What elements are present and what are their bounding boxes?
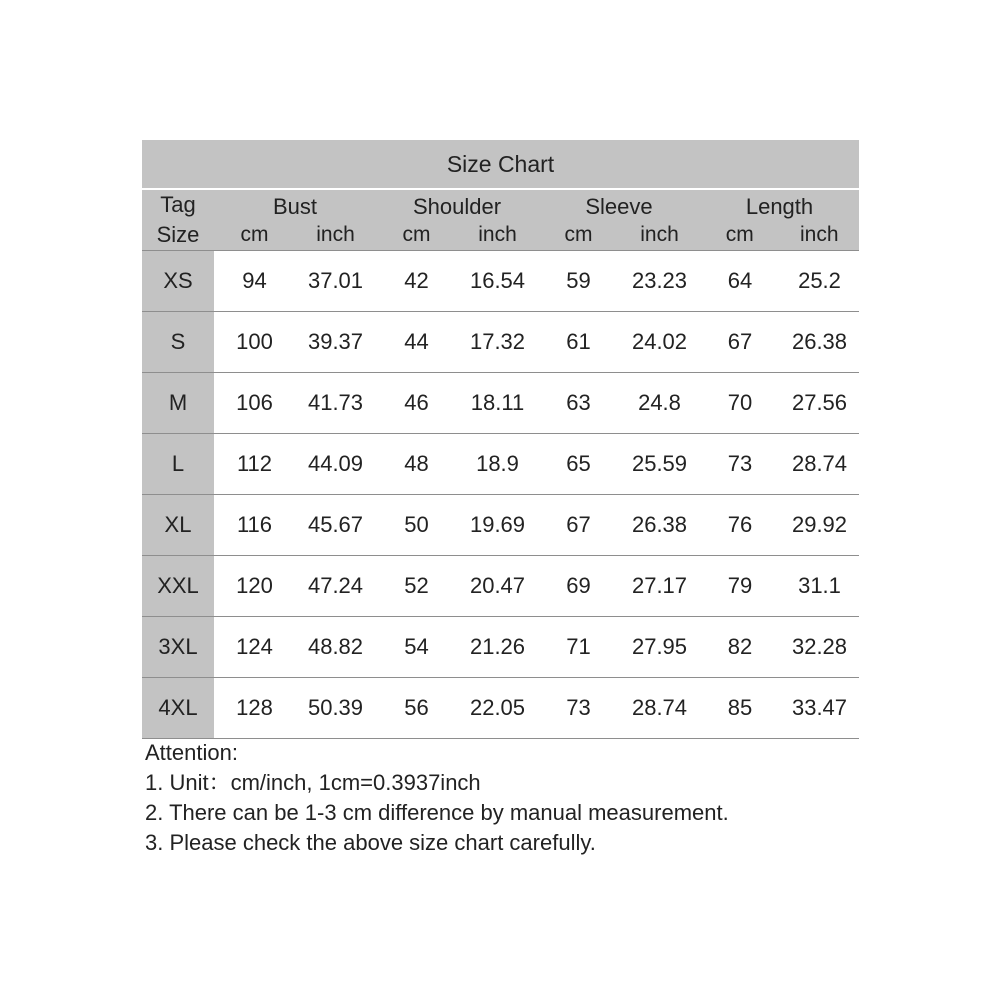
length-inch-cell: 33.47 [780,678,859,738]
length-label: Length [745,194,814,219]
table-row [142,617,859,678]
sleeve-cm-cell: 71 [538,617,619,677]
shoulder-label: Shoulder [412,194,502,219]
table-header [142,190,859,251]
shoulder-inch-cell: 19.69 [457,495,538,555]
attention-notes [145,738,729,858]
note-unit: 1. Unit：cm/inch, 1cm=0.3937inch [145,770,481,795]
bust-inch-cell: 39.37 [295,312,376,372]
bust-inch-cell: 48.82 [295,617,376,677]
length-cm-cell: 76 [700,495,780,555]
shoulder-inch-cell: 17.32 [457,312,538,372]
table-row [142,373,859,434]
bust-cm-cell: 120 [214,556,295,616]
shoulder-cm-cell: 56 [376,678,457,738]
size-cell: L [142,434,214,494]
sleeve-inch-cell: 24.02 [619,312,700,372]
shoulder-inch-cell: 20.47 [457,556,538,616]
tag-size-label-line2: Size [156,222,200,247]
length-inch-label: inch [799,223,839,246]
sleeve-inch-cell: 27.95 [619,617,700,677]
bust-cm-cell: 94 [214,251,295,311]
sleeve-inch-cell: 25.59 [619,434,700,494]
bust-label: Bust [272,194,318,219]
shoulder-cm-cell: 46 [376,373,457,433]
bust-inch-cell: 50.39 [295,678,376,738]
size-cell: XS [142,251,214,311]
shoulder-inch-cell: 22.05 [457,678,538,738]
length-inch-cell: 27.56 [780,373,859,433]
size-cell: S [142,312,214,372]
shoulder-cm-cell: 42 [376,251,457,311]
size-chart-table [142,140,859,739]
sleeve-cm-cell: 63 [538,373,619,433]
sleeve-cm-cell: 67 [538,495,619,555]
length-cm-label: cm [725,223,754,246]
size-chart-title: Size Chart [142,140,859,190]
length-inch-cell: 26.38 [780,312,859,372]
shoulder-cm-cell: 48 [376,434,457,494]
sleeve-cm-cell: 59 [538,251,619,311]
shoulder-cm-cell: 52 [376,556,457,616]
tag-size-label-line1: Tag [160,192,196,217]
table-row [142,495,859,556]
shoulder-header [376,190,538,250]
size-cell: XL [142,495,214,555]
bust-cm-cell: 106 [214,373,295,433]
length-inch-cell: 29.92 [780,495,859,555]
length-cm-cell: 70 [700,373,780,433]
note-check: 3. Please check the above size chart carefully. [145,830,596,855]
bust-inch-cell: 47.24 [295,556,376,616]
sleeve-inch-cell: 28.74 [619,678,700,738]
shoulder-inch-cell: 18.11 [457,373,538,433]
tag-size-header [142,190,214,250]
sleeve-inch-cell: 24.8 [619,373,700,433]
bust-inch-cell: 45.67 [295,495,376,555]
sleeve-inch-label: inch [640,223,679,246]
sleeve-label: Sleeve [585,194,653,219]
sleeve-cm-label: cm [564,223,593,246]
sleeve-cm-cell: 61 [538,312,619,372]
shoulder-inch-cell: 18.9 [457,434,538,494]
length-cm-cell: 64 [700,251,780,311]
size-cell: 4XL [142,678,214,738]
length-header [700,190,859,250]
length-inch-cell: 25.2 [780,251,859,311]
bust-inch-cell: 44.09 [295,434,376,494]
table-row [142,434,859,495]
shoulder-cm-cell: 44 [376,312,457,372]
bust-cm-cell: 116 [214,495,295,555]
length-cm-cell: 73 [700,434,780,494]
bust-cm-label: cm [240,223,269,246]
shoulder-inch-cell: 21.26 [457,617,538,677]
table-row [142,312,859,373]
bust-inch-cell: 37.01 [295,251,376,311]
length-cm-cell: 85 [700,678,780,738]
sleeve-header [538,190,700,250]
bust-cm-cell: 128 [214,678,295,738]
sleeve-inch-cell: 23.23 [619,251,700,311]
note-difference: 2. There can be 1-3 cm difference by manual measurement. [145,800,729,825]
length-cm-cell: 67 [700,312,780,372]
shoulder-cm-cell: 54 [376,617,457,677]
bust-cm-cell: 112 [214,434,295,494]
size-cell: 3XL [142,617,214,677]
table-row [142,251,859,312]
bust-cm-cell: 100 [214,312,295,372]
shoulder-cm-cell: 50 [376,495,457,555]
length-inch-cell: 31.1 [780,556,859,616]
table-row [142,678,859,739]
sleeve-cm-cell: 73 [538,678,619,738]
bust-header [214,190,376,250]
size-cell: M [142,373,214,433]
attention-heading: Attention: [145,740,238,765]
sleeve-inch-cell: 26.38 [619,495,700,555]
sleeve-inch-cell: 27.17 [619,556,700,616]
shoulder-inch-cell: 16.54 [457,251,538,311]
table-row [142,556,859,617]
length-cm-cell: 79 [700,556,780,616]
sleeve-cm-cell: 65 [538,434,619,494]
length-inch-cell: 28.74 [780,434,859,494]
bust-inch-label: inch [316,223,355,246]
length-inch-cell: 32.28 [780,617,859,677]
shoulder-inch-label: inch [478,223,517,246]
length-cm-cell: 82 [700,617,780,677]
table-body [142,251,859,739]
shoulder-cm-label: cm [402,223,431,246]
sleeve-cm-cell: 69 [538,556,619,616]
bust-inch-cell: 41.73 [295,373,376,433]
bust-cm-cell: 124 [214,617,295,677]
size-cell: XXL [142,556,214,616]
